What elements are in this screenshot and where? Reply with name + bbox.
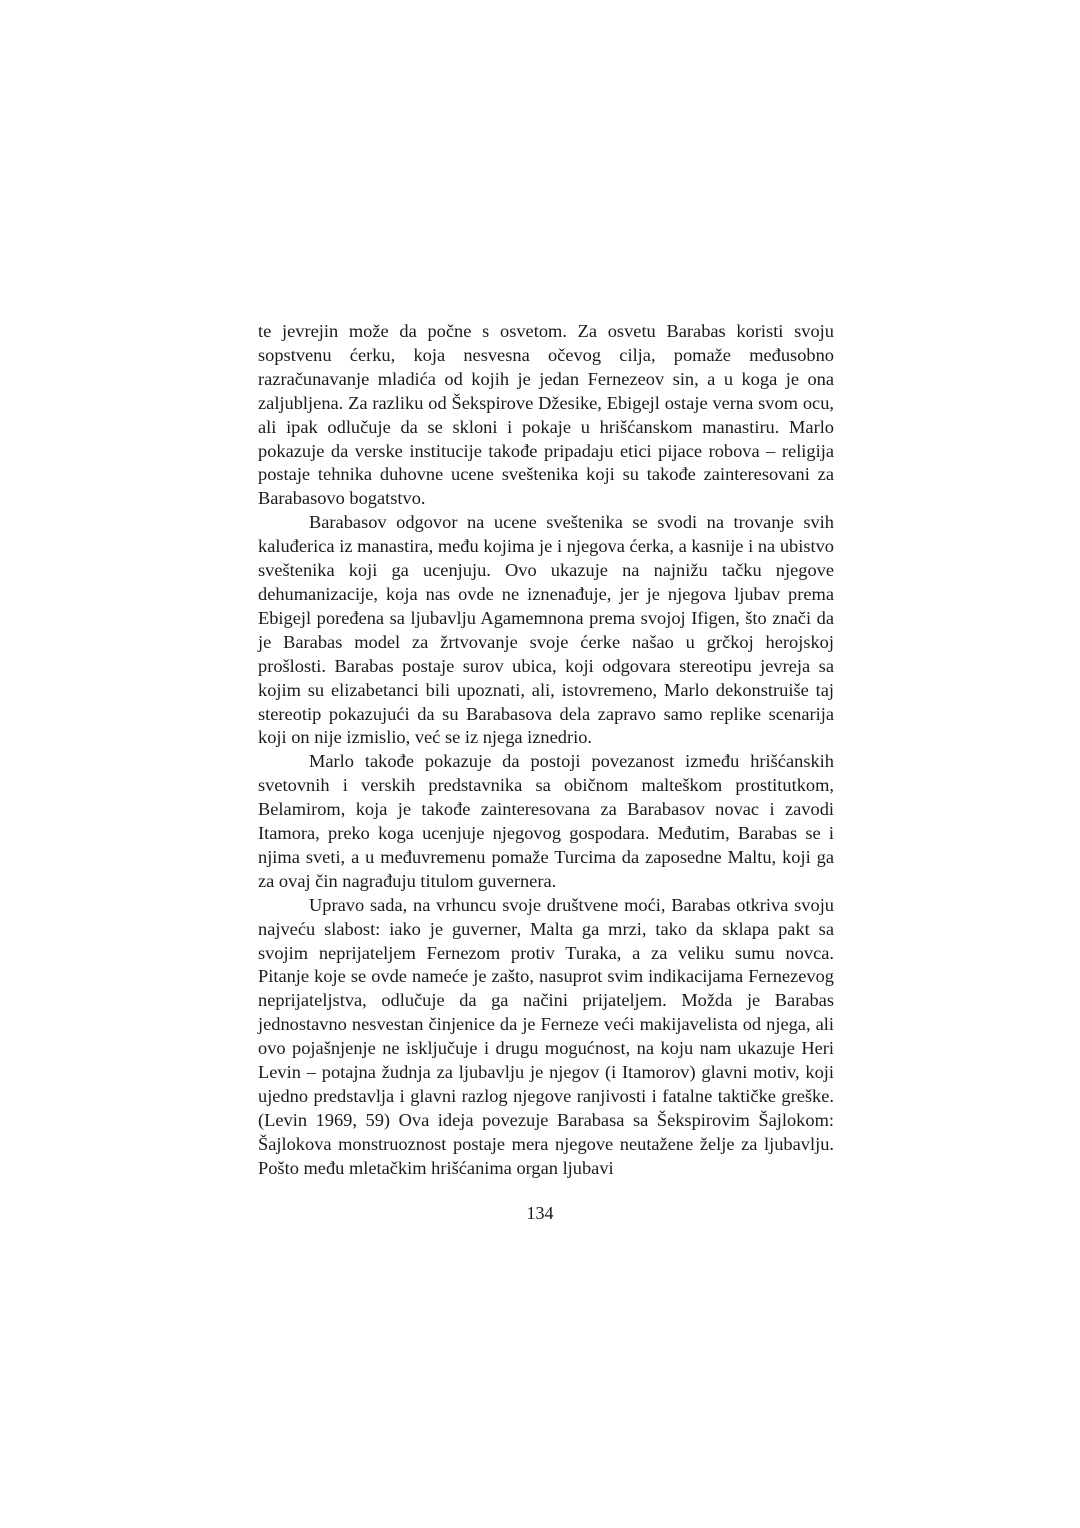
paragraph-continued: te jevrejin može da počne s osvetom. Za osvetu Barabas koristi svoju sopstvenu ćerku, koja nesvesna očevog cilja, pomaže međusobno razračunavanje mladića od kojih je jedan Fernezeov sin, a u koga je ona zaljubljena. Za razliku od Šekspirove Džesike, Ebigejl ostaje verna svom ocu, ali ipak odlučuje da se skloni i pokaje u hrišćanskom manastiru. Marlo pokazuje da verske institucije takođe pripadaju etici pijace robova – religija postaje tehnika duhovne ucene sveštenika koji su takođe zainteresovani za Barabasovo bogatstvo. — [258, 321, 834, 509]
body-text — [258, 320, 834, 1181]
paragraph: Barabasov odgovor na ucene sveštenika se svodi na trovanje svih kaluđerica iz manastira, među kojima je i njegova ćerka, a kasnije i na ubistvo sveštenika koji ga ucenjuju. Ovo ukazuje na najnižu tačku njegove dehumanizacije, koja nas ovde ne iznenađuje, jer je njegova ljubav prema Ebigejl poređena sa ljubavlju Agamemnona prema svojoj Ifigen, što znači da je Barabas model za žrtvovanje svoje ćerke našao u grčkoj herojskoj prošlosti. Barabas postaje surov ubica, koji odgovara stereotipu jevreja sa kojim su elizabetanci bili upoznati, ali, istovremeno, Marlo dekonstruiše taj stereotip pokazujući da su Barabasova dela zapravo samo replike scenarija koji on nije izmislio, već se iz njega iznedrio. — [258, 512, 834, 748]
paragraph: Upravo sada, na vrhuncu svoje društvene moći, Barabas otkriva svoju najveću slabost: iako je guverner, Malta ga mrzi, tako da sklapa pakt sa svojim neprijateljem Fernezom protiv Turaka, a za veliku sumu novca. Pitanje koje se ovde nameće je zašto, nasuprot svim indikacijama Fernezevog neprijateljstva, odlučuje da ga načini prijateljem. Možda je Barabas jednostavno nesvestan činjenice da je Ferneze veći makijavelista od njega, ali ovo pojašnjenje ne isključuje i drugu mogućnost, na koju nam ukazuje Heri Levin – potajna žudnja za ljubavlju je njegov (i Itamorov) glavni motiv, koji ujedno predstavlja i glavni razlog njegove ranjivosti i fatalne taktičke greške. (Levin 1969, 59) Ova ideja povezuje Barabasa sa Šekspirovim Šajlokom: Šajlokova monstruoznost postaje mera njegove neutažene želje za ljubavlju. Pošto među mletačkim hrišćanima organ ljubavi — [258, 894, 834, 1178]
paragraph: Marlo takođe pokazuje da postoji povezanost između hrišćanskih svetovnih i verskih predstavnika sa običnom malteškom prostitutkom, Belamirom, koja je takođe zainteresovana za Barabasov novac i zavodi Itamora, preko koga ucenjuje njegovog gospodara. Međutim, Barabas se i njima sveti, a u međuvremenu pomaže Turcima da zaposedne Maltu, koji ga za ovaj čin nagrađuju titulom guvernera. — [258, 751, 834, 891]
page-number: 134 — [526, 1203, 554, 1223]
